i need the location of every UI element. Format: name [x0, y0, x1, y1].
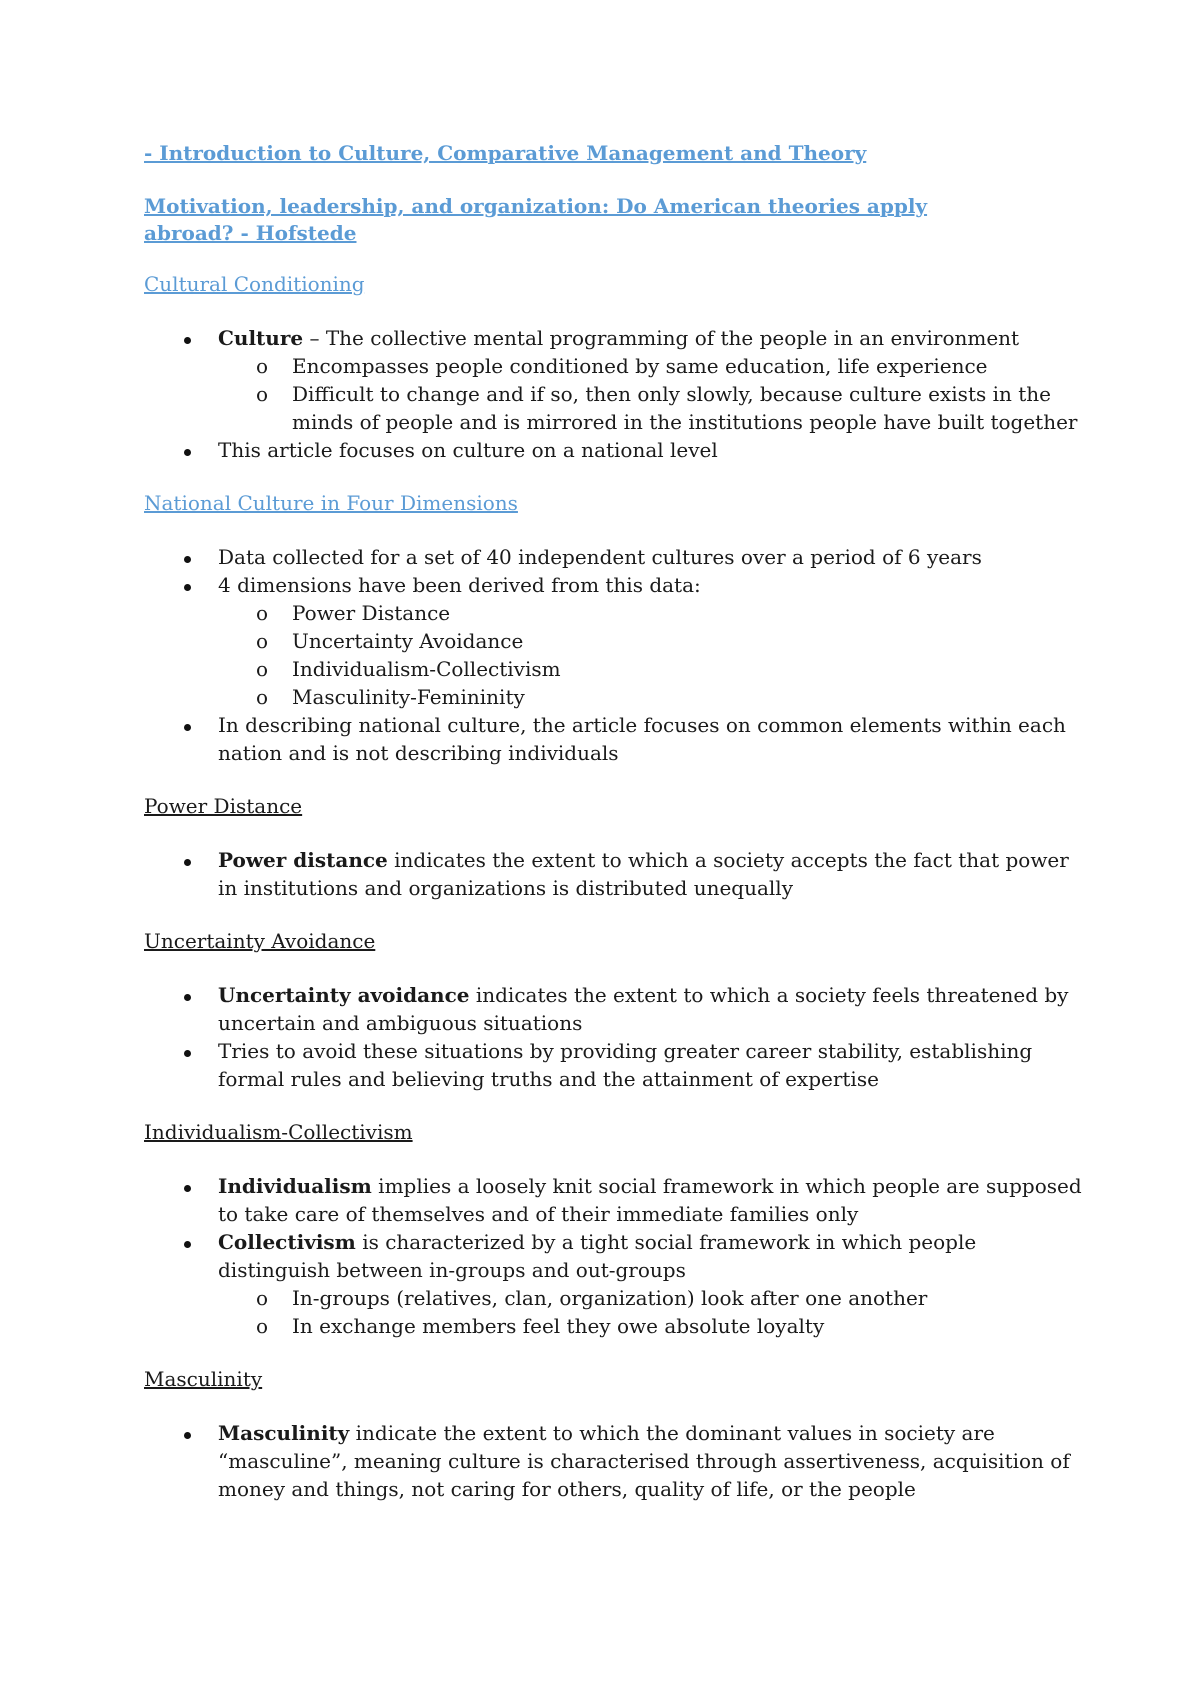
list-item — [144, 436, 1088, 464]
item-text: indicates the extent to which a society feels threatened by uncertain and ambiguous situations — [218, 983, 1069, 1035]
bullet-list — [144, 846, 1100, 902]
sub-bullet-list — [218, 599, 1088, 711]
item-text: Masculinity-Femininity — [292, 685, 525, 709]
item-text: In describing national culture, the article focuses on common elements within each nation and is not describing individuals — [218, 713, 1066, 765]
sub-list-item — [218, 655, 1088, 683]
circle-bullet-icon: o — [256, 382, 269, 406]
item-text: Tries to avoid these situations by providing greater career stability, establishing formal rules and believing truths and the attainment of expertise — [218, 1039, 1033, 1091]
bullet-icon — [184, 337, 191, 344]
list-item — [144, 981, 1088, 1037]
bullet-icon — [184, 584, 191, 591]
bullet-icon — [184, 1185, 191, 1192]
term: Masculinity — [218, 1421, 350, 1445]
item-text: Individualism-Collectivism — [292, 657, 561, 681]
list-item — [144, 846, 1088, 902]
item-text: In exchange members feel they owe absolute loyalty — [292, 1314, 825, 1338]
item-text: This article focuses on culture on a national level — [218, 438, 718, 462]
item-text: Uncertainty Avoidance — [292, 629, 524, 653]
bullet-icon — [184, 556, 191, 563]
item-text: is characterized by a tight social framework in which people distinguish between in-groups and out-groups — [218, 1230, 977, 1282]
item-text: implies a loosely knit social framework in which people are supposed to take care of themselves and of their immediate families only — [218, 1174, 1082, 1226]
circle-bullet-icon: o — [256, 601, 269, 625]
sub-list-item — [218, 1284, 1088, 1312]
bullet-icon — [184, 1432, 191, 1439]
term: Culture — [218, 326, 304, 350]
bullet-list — [144, 543, 1100, 767]
circle-bullet-icon: o — [256, 657, 269, 681]
item-text: Encompasses people conditioned by same education, life experience — [292, 354, 988, 378]
circle-bullet-icon: o — [256, 1286, 269, 1310]
sub-list-item — [218, 380, 1088, 436]
circle-bullet-icon: o — [256, 685, 269, 709]
list-item — [144, 324, 1088, 436]
item-text: – The collective mental programming of the people in an environment — [303, 326, 1020, 350]
section-title-cultural-conditioning: Cultural Conditioning — [144, 272, 365, 296]
bullet-list — [144, 324, 1100, 464]
section-title-uncertainty-avoidance: Uncertainty Avoidance — [144, 929, 376, 953]
bullet-list — [144, 1172, 1100, 1340]
list-item — [144, 711, 1088, 767]
list-item — [144, 1419, 1088, 1503]
section-title-power-distance: Power Distance — [144, 794, 303, 818]
item-text: indicate the extent to which the dominant values in society are “masculine”, meaning culture is characterised through assertiveness, acquisition of money and things, not caring for others, quality of life, or the people — [218, 1421, 1070, 1501]
bullet-icon — [184, 859, 191, 866]
bullet-icon — [184, 1050, 191, 1057]
section-title-individualism-collectivism: Individualism-Collectivism — [144, 1120, 413, 1144]
sub-list-item — [218, 599, 1088, 627]
circle-bullet-icon: o — [256, 629, 269, 653]
term: Collectivism — [218, 1230, 356, 1254]
term: Uncertainty avoidance — [218, 983, 470, 1007]
list-item — [144, 1172, 1088, 1228]
item-text: Difficult to change and if so, then only slowly, because culture exists in the minds of people and is mirrored in the institutions people have built together — [292, 382, 1078, 434]
item-text: 4 dimensions have been derived from this data: — [218, 573, 701, 597]
bullet-list — [144, 981, 1100, 1093]
bullet-icon — [184, 724, 191, 731]
term: Power distance — [218, 848, 388, 872]
sub-bullet-list — [218, 352, 1088, 436]
bullet-icon — [184, 449, 191, 456]
bullet-list — [144, 1419, 1100, 1503]
item-text: Power Distance — [292, 601, 451, 625]
list-item — [144, 543, 1088, 571]
section-title-national-culture: National Culture in Four Dimensions — [144, 491, 518, 515]
article-title: Motivation, leadership, and organization: Do American theories apply abroad? - Hofstede — [144, 194, 928, 245]
list-item — [144, 571, 1088, 711]
item-text: Data collected for a set of 40 independent cultures over a period of 6 years — [218, 545, 982, 569]
circle-bullet-icon: o — [256, 354, 269, 378]
list-item — [144, 1228, 1088, 1340]
section-title-masculinity: Masculinity — [144, 1367, 263, 1391]
sub-bullet-list — [218, 1284, 1088, 1340]
list-item — [144, 1037, 1088, 1093]
sub-list-item — [218, 627, 1088, 655]
document-heading: - Introduction to Culture, Comparative Management and Theory — [144, 141, 867, 165]
item-text: In-groups (relatives, clan, organization) look after one another — [292, 1286, 928, 1310]
sub-list-item — [218, 352, 1088, 380]
bullet-icon — [184, 1241, 191, 1248]
item-text: indicates the extent to which a society accepts the fact that power in institutions and organizations is distributed unequally — [218, 848, 1069, 900]
sub-list-item — [218, 683, 1088, 711]
bullet-icon — [184, 994, 191, 1001]
term: Individualism — [218, 1174, 372, 1198]
circle-bullet-icon: o — [256, 1314, 269, 1338]
sub-list-item — [218, 1312, 1088, 1340]
